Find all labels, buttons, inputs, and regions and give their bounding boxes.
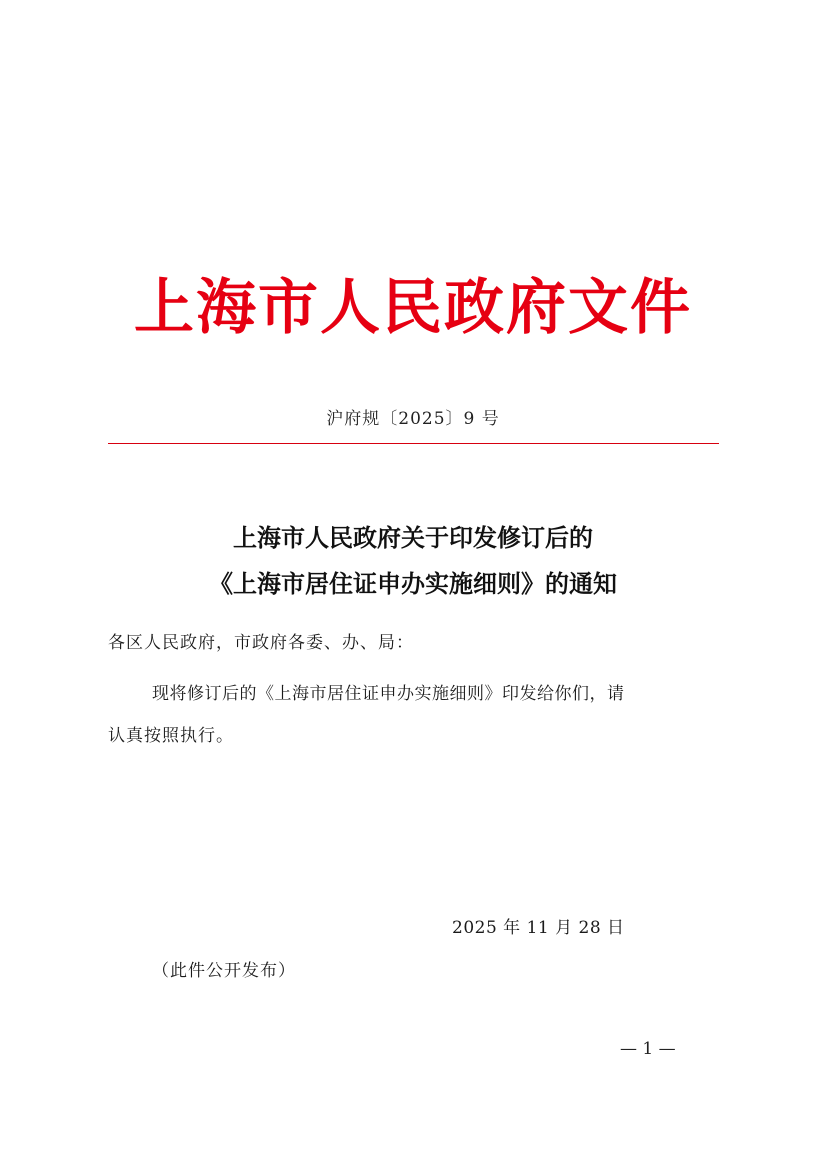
document-title-line-2: 《上海市居住证申办实施细则》的通知 <box>209 569 617 598</box>
body-line-1: 现将修订后的《上海市居住证申办实施细则》印发给你们，请 <box>152 684 625 704</box>
addressee: 各区人民政府，市政府各委、办、局： <box>108 633 414 653</box>
document-header-title: 上海市人民政府文件 <box>134 273 692 343</box>
issue-date: 2025 年 11 月 28 日 <box>452 918 625 938</box>
document-title-line-1: 上海市人民政府关于印发修订后的 <box>233 523 593 552</box>
header-separator-line <box>108 443 719 444</box>
document-number: 沪府规〔2025〕9 号 <box>326 409 500 429</box>
page-number: — 1 — <box>620 1039 676 1059</box>
publication-note: （此件公开发布） <box>152 961 296 981</box>
document-title <box>0 515 826 607</box>
body-paragraph <box>108 673 719 757</box>
body-line-2: 认真按照执行。 <box>108 726 234 746</box>
